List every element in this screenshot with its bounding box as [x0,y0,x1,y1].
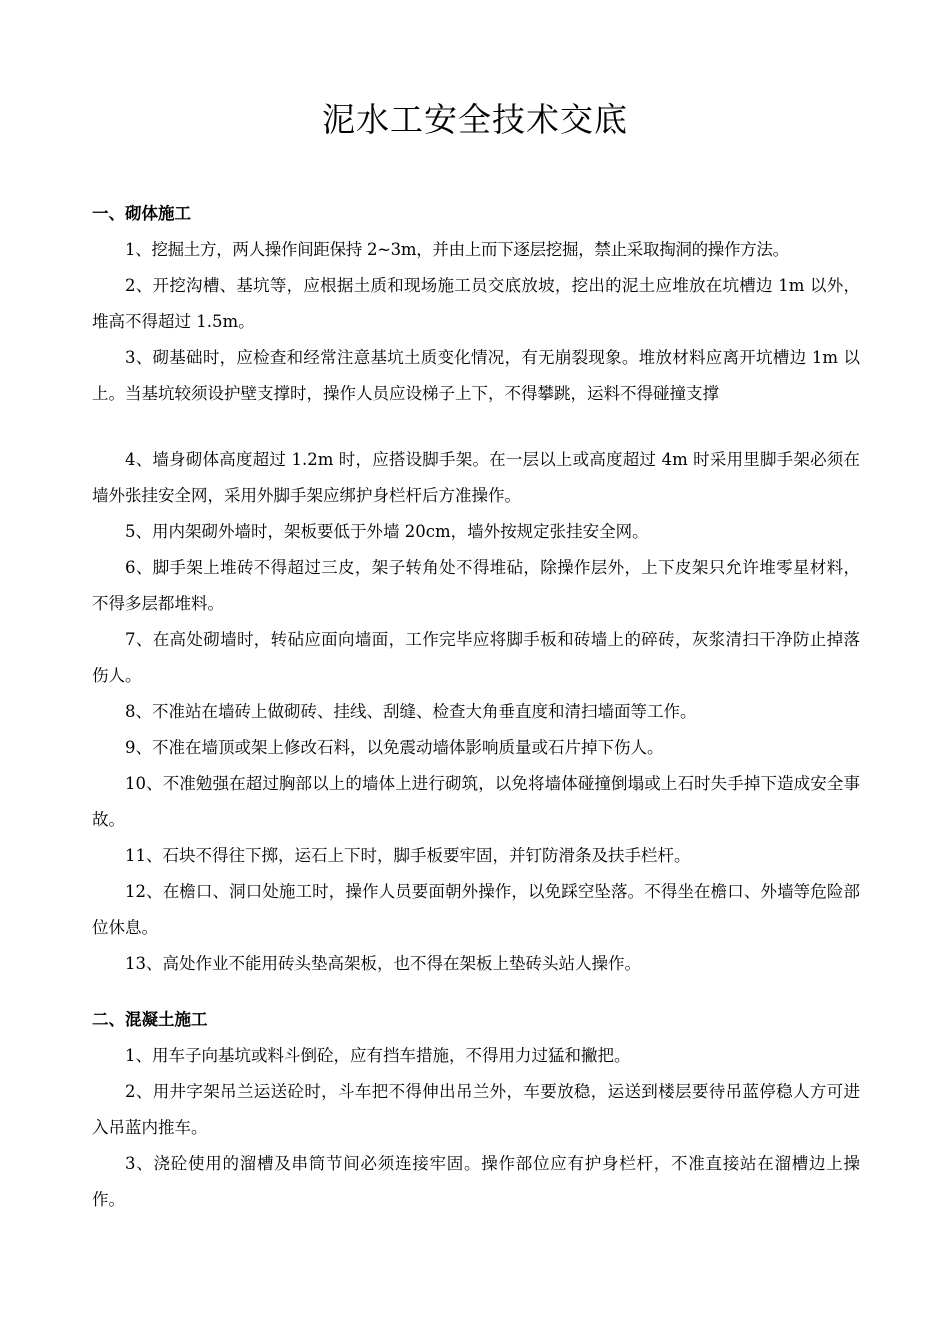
section-heading-masonry: 一、砌体施工 [92,204,191,223]
paragraph: 5、用内架砌外墙时，架板要低于外墙 20cm，墙外按规定张挂安全网。 [125,522,649,541]
paragraph: 10、不准勉强在超过胸部以上的墙体上进行砌筑，以免将墙体碰撞倒塌或上石时失手掉下造成安全事故。 [92,774,860,829]
paragraph: 2、用井字架吊兰运送砼时，斗车把不得伸出吊兰外，车要放稳，运送到楼层要待吊蓝停稳人方可进入吊蓝内推车。 [92,1082,860,1137]
paragraph: 7、在高处砌墙时，转砧应面向墙面，工作完毕应将脚手板和砖墙上的碎砖，灰浆清扫干净防止掉落伤人。 [92,630,860,685]
document-title: 泥水工安全技术交底 [322,100,628,139]
paragraph: 4、墙身砌体高度超过 1.2m 时，应搭设脚手架。在一层以上或高度超过 4m 时采用里脚手架必须在墙外张挂安全网，采用外脚手架应绑护身栏杆后方准操作。 [92,450,860,505]
paragraph: 12、在檐口、洞口处施工时，操作人员要面朝外操作，以免踩空坠落。不得坐在檐口、外墙等危险部位休息。 [92,882,860,937]
paragraph: 6、脚手架上堆砖不得超过三皮，架子转角处不得堆砧，除操作层外，上下皮架只允许堆零星材料，不得多层都堆料。 [92,558,860,613]
paragraph: 3、浇砼使用的溜槽及串筒节间必须连接牢固。操作部位应有护身栏杆，不准直接站在溜槽边上操作。 [92,1154,860,1209]
paragraph: 11、石块不得往下掷，运石上下时，脚手板要牢固，并钉防滑条及扶手栏杆。 [125,846,691,865]
paragraph: 8、不准站在墙砖上做砌砖、挂线、刮缝、检查大角垂直度和清扫墙面等工作。 [125,702,697,721]
paragraph: 13、高处作业不能用砖头垫高架板，也不得在架板上垫砖头站人操作。 [125,954,641,973]
paragraph: 2、开挖沟槽、基坑等，应根据土质和现场施工员交底放坡，挖出的泥土应堆放在坑槽边 1m 以外，堆高不得超过 1.5m。 [92,276,860,331]
paragraph: 1、挖掘土方，两人操作间距保持 2~3m，并由上而下逐层挖掘，禁止采取掏洞的操作方法。 [125,240,789,259]
section-heading-concrete: 二、混凝土施工 [92,1010,208,1029]
blank-gap [92,412,860,442]
blank-gap [92,982,860,1002]
paragraph: 3、砌基础时，应检查和经常注意基坑土质变化情况，有无崩裂现象。堆放材料应离开坑槽边 1m 以上。当基坑较须设护壁支撑时，操作人员应设梯子上下，不得攀跳，运料不得碰撞支撑 [92,348,860,403]
paragraph: 1、用车子向基坑或料斗倒砼，应有挡车措施，不得用力过猛和撇把。 [125,1046,631,1065]
document-body [92,196,860,1218]
paragraph: 9、不准在墙顶或架上修改石料，以免震动墙体影响质量或石片掉下伤人。 [125,738,664,757]
